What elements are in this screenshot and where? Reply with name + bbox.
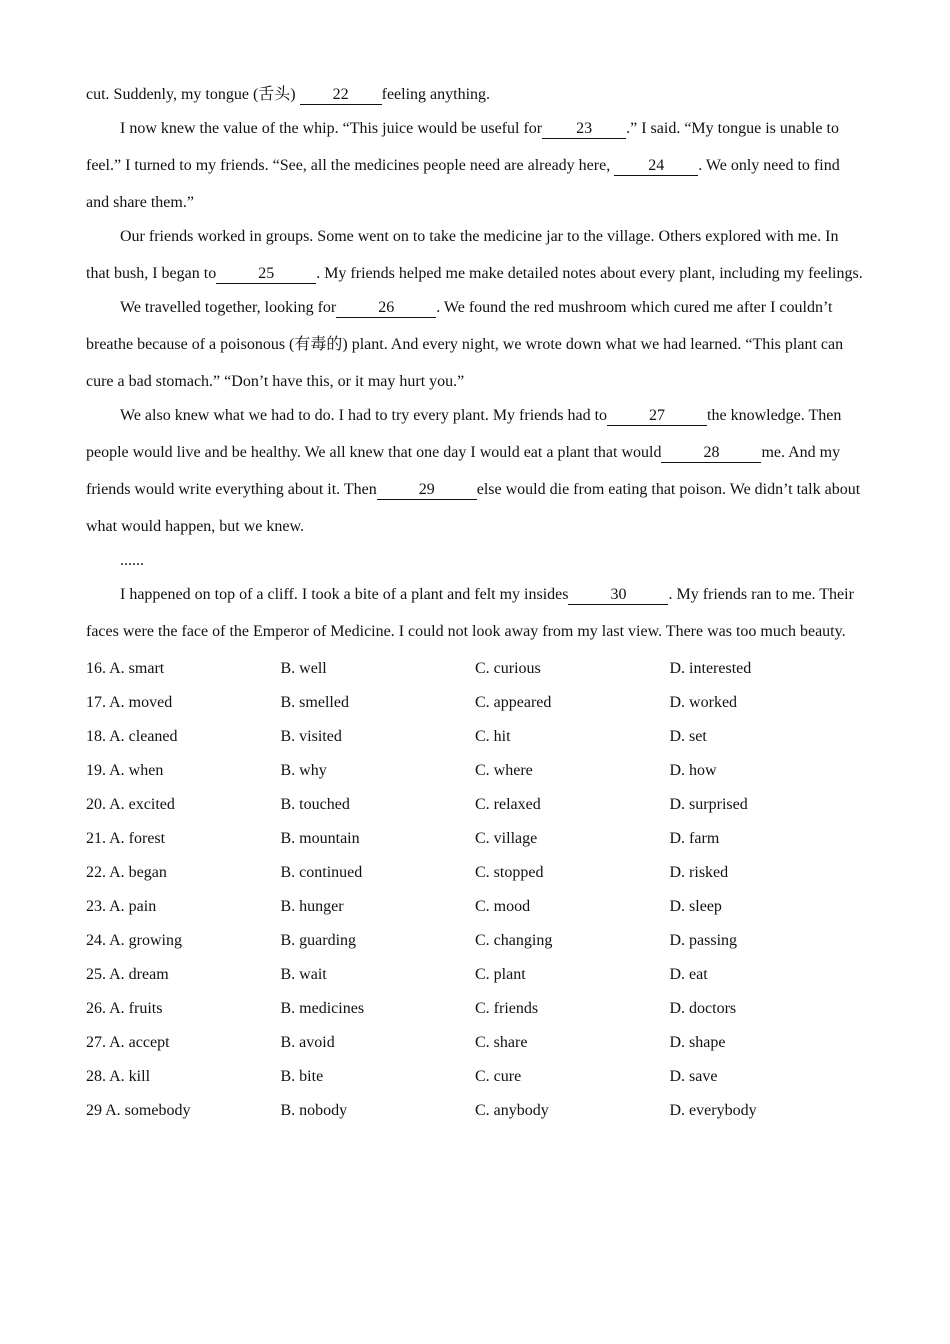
passage-paragraph-6: [86, 576, 866, 650]
option-choice: D. shape: [669, 1034, 726, 1051]
text-segment: the knowledge. Then people would live and be healthy. We all knew that one day I would eat a plant that would: [86, 407, 842, 461]
text-segment: cut. Suddenly, my tongue (舌头): [86, 86, 300, 103]
passage-paragraph-2: [86, 110, 866, 221]
option-choice: 17. A. moved: [86, 694, 173, 711]
blank-30: 30: [568, 586, 668, 605]
ellipsis: ......: [120, 552, 144, 569]
text-segment: me. And my friends would write everything about it. Then: [86, 444, 841, 498]
option-choice: 20. A. excited: [86, 796, 175, 813]
document-page: [86, 76, 866, 1128]
option-choice: B. visited: [280, 728, 342, 745]
option-choice: 27. A. accept: [86, 1034, 170, 1051]
passage-paragraph-3: [86, 218, 866, 292]
option-choice: B. why: [280, 762, 327, 779]
text-segment: . We found the red mushroom which cured me after I couldn’t breathe because of a poisonous (有毒的) plant. And every night, we wrote down what we had learned. “This plant can cure a bad stomach.” “Don’t have this, or it may hurt you.”: [86, 299, 844, 390]
option-row: [86, 992, 866, 1026]
option-choice: C. anybody: [475, 1102, 549, 1119]
text-segment: feeling anything.: [381, 86, 491, 103]
text-segment: I now knew the value of the whip. “This juice would be useful for: [120, 120, 543, 137]
option-choice: 23. A. pain: [86, 898, 157, 915]
option-choice: 16. A. smart: [86, 660, 165, 677]
option-row: [86, 686, 866, 720]
text-segment: Our friends worked in groups. Some went on to take the medicine jar to the village. Others explored with me. In that bush, I began to: [86, 228, 839, 282]
option-choice: B. well: [280, 660, 327, 677]
option-choice: D. save: [669, 1068, 718, 1085]
option-choice: D. interested: [669, 660, 752, 677]
option-choice: 26. A. fruits: [86, 1000, 163, 1017]
text-segment: else would die from eating that poison. We didn’t talk about what would happen, but we knew.: [86, 481, 861, 535]
option-choice: 29 A. somebody: [86, 1102, 191, 1119]
option-row: [86, 856, 866, 890]
option-choice: 25. A. dream: [86, 966, 169, 983]
text-segment: I happened on top of a cliff. I took a bite of a plant and felt my insides: [120, 586, 569, 603]
option-row: [86, 958, 866, 992]
option-row: [86, 652, 866, 686]
option-row: [86, 1060, 866, 1094]
option-choice: D. eat: [669, 966, 708, 983]
option-row: [86, 720, 866, 754]
option-choice: C. friends: [475, 1000, 539, 1017]
option-choice: D. worked: [669, 694, 738, 711]
option-choice: B. medicines: [280, 1000, 365, 1017]
option-choice: C. where: [475, 762, 533, 779]
option-choice: 24. A. growing: [86, 932, 182, 949]
blank-25: 25: [216, 265, 316, 284]
blank-26: 26: [336, 299, 436, 318]
option-row: [86, 1026, 866, 1060]
text-segment: We travelled together, looking for: [120, 299, 337, 316]
option-row: [86, 924, 866, 958]
option-choice: D. how: [669, 762, 717, 779]
option-choice: B. nobody: [280, 1102, 348, 1119]
option-choice: D. set: [669, 728, 707, 745]
option-choice: B. continued: [280, 864, 363, 881]
option-choice: D. doctors: [669, 1000, 737, 1017]
option-choice: C. relaxed: [475, 796, 541, 813]
option-choice: D. farm: [669, 830, 720, 847]
option-choice: B. avoid: [280, 1034, 335, 1051]
option-choice: 22. A. began: [86, 864, 167, 881]
option-choice: B. mountain: [280, 830, 360, 847]
option-choice: C. curious: [475, 660, 541, 677]
option-choice: B. bite: [280, 1068, 324, 1085]
passage-paragraph-4: [86, 289, 866, 400]
option-choice: D. surprised: [669, 796, 748, 813]
blank-24: 24: [614, 157, 698, 176]
option-choice: C. share: [475, 1034, 528, 1051]
blank-22: 22: [300, 86, 382, 105]
text-segment: We also knew what we had to do. I had to try every plant. My friends had to: [120, 407, 608, 424]
option-choice: B. wait: [280, 966, 327, 983]
option-choice: B. smelled: [280, 694, 349, 711]
option-row: [86, 754, 866, 788]
option-choice: 19. A. when: [86, 762, 164, 779]
blank-28: 28: [661, 444, 761, 463]
option-choice: C. plant: [475, 966, 526, 983]
option-choice: C. cure: [475, 1068, 522, 1085]
passage-paragraph-1: [86, 76, 866, 113]
option-choice: B. touched: [280, 796, 350, 813]
option-choice: D. everybody: [669, 1102, 757, 1119]
option-row: [86, 788, 866, 822]
option-choice: B. hunger: [280, 898, 344, 915]
text-segment: . My friends helped me make detailed notes about every plant, including my feelings.: [316, 265, 863, 282]
option-choice: B. guarding: [280, 932, 357, 949]
option-choice: D. sleep: [669, 898, 722, 915]
option-row: [86, 822, 866, 856]
text-segment: . We only need to find and share them.”: [86, 157, 840, 211]
option-choice: C. appeared: [475, 694, 552, 711]
option-choice: 28. A. kill: [86, 1068, 151, 1085]
option-choice: C. changing: [475, 932, 553, 949]
blank-23: 23: [542, 120, 626, 139]
option-choice: D. passing: [669, 932, 738, 949]
option-row: [86, 890, 866, 924]
option-choice: C. stopped: [475, 864, 544, 881]
answer-options: [86, 652, 866, 1128]
blank-27: 27: [607, 407, 707, 426]
option-choice: C. village: [475, 830, 538, 847]
text-segment: . My friends ran to me. Their faces were the face of the Emperor of Medicine. I could not look away from my last view. There was too much beauty.: [86, 586, 854, 640]
option-choice: C. hit: [475, 728, 511, 745]
option-choice: D. risked: [669, 864, 729, 881]
passage-paragraph-5: [86, 397, 866, 545]
option-row: [86, 1094, 866, 1128]
option-choice: 21. A. forest: [86, 830, 166, 847]
text-segment: .” I said. “My tongue is unable to feel.” I turned to my friends. “See, all the medicines people need are already here,: [86, 120, 839, 174]
option-choice: C. mood: [475, 898, 531, 915]
blank-29: 29: [377, 481, 477, 500]
option-choice: 18. A. cleaned: [86, 728, 178, 745]
